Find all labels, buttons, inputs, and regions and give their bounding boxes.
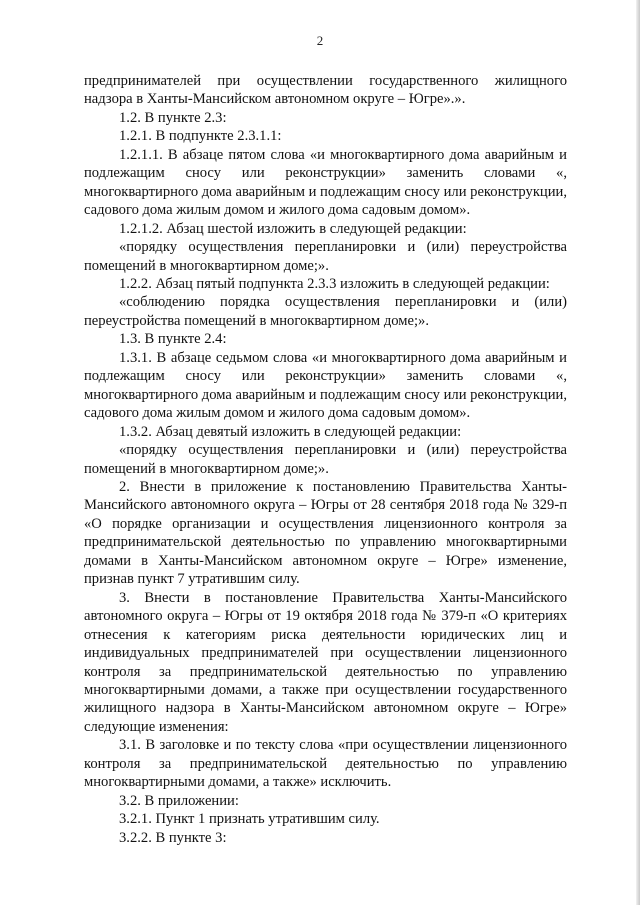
paragraph: «соблюдению порядка осуществления перепланировки и (или) переустройства помещений в многоквартирном доме;».	[84, 294, 567, 329]
paragraph: 3.2.2. В пункте 3:	[119, 829, 227, 846]
paragraph: «порядку осуществления перепланировки и (или) переустройства помещений в многоквартирном доме;».	[84, 239, 567, 274]
paragraph: 1.2.1. В подпункте 2.3.1.1:	[119, 128, 282, 145]
paragraph: 1.2.1.1. В абзаце пятом слова «и многоквартирного дома аварийным и подлежащим сносу или реконструкции» заменить словами «, многоквартирного дома аварийным и подлежащим сносу или реконструкции, садового дома жилым домом и жилого дома садовым домом».	[84, 146, 567, 219]
scan-edge	[636, 0, 640, 905]
paragraph: 3.2. В приложении:	[119, 792, 239, 809]
paragraph: 1.2.2. Абзац пятый подпункта 2.3.3 изложить в следующей редакции:	[119, 275, 550, 292]
paragraph: 1.3.1. В абзаце седьмом слова «и многоквартирного дома аварийным и подлежащим сносу или реконструкции» заменить словами «, многоквартирного дома аварийным и подлежащим сносу или реконструкции, садового дома жилым домом и жилого дома садовым домом».	[84, 349, 567, 422]
paragraph: 3.1. В заголовке и по тексту слова «при осуществлении лицензионного контроля за предпринимательской деятельностью по управлению многоквартирными домами, а также» исключить.	[84, 737, 567, 791]
paragraph: 2. Внести в приложение к постановлению Правительства Ханты-Мансийского автономного округа – Югры от 28 сентября 2018 года № 329-п «О порядке организации и осуществления лицензионного контроля за предпринимательской деятельностью по управлению многоквартирными домами в Ханты-Мансийском автономном округе – Югре» изменение, признав пункт 7 утратившим силу.	[84, 478, 567, 588]
paragraph: «порядку осуществления перепланировки и (или) переустройства помещений в многоквартирном доме;».	[84, 442, 567, 477]
paragraph: 1.2. В пункте 2.3:	[119, 109, 227, 126]
paragraph: 1.2.1.2. Абзац шестой изложить в следующей редакции:	[119, 220, 467, 237]
paragraph: предпринимателей при осуществлении государственного жилищного надзора в Ханты-Мансийском автономном округе – Югре».».	[84, 73, 567, 108]
page-number: 2	[316, 33, 324, 48]
paragraph: 1.3. В пункте 2.4:	[119, 331, 227, 348]
paragraph: 3.2.1. Пункт 1 признать утратившим силу.	[119, 811, 380, 828]
paragraph: 1.3.2. Абзац девятый изложить в следующей редакции:	[119, 423, 462, 440]
document-body	[84, 72, 567, 847]
paragraph: 3. Внести в постановление Правительства Ханты-Мансийского автономного округа – Югры от 19 октября 2018 года № 379-п «О критериях отнесения к категориям риска деятельности юридических лиц и индивидуальных предпринимателей при осуществлении лицензионного контроля за предпринимательской деятельностью по управлению многоквартирными домами, а также при осуществлении государственного жилищного надзора в Ханты-Мансийском автономном округе – Югре» следующие изменения:	[84, 589, 567, 735]
